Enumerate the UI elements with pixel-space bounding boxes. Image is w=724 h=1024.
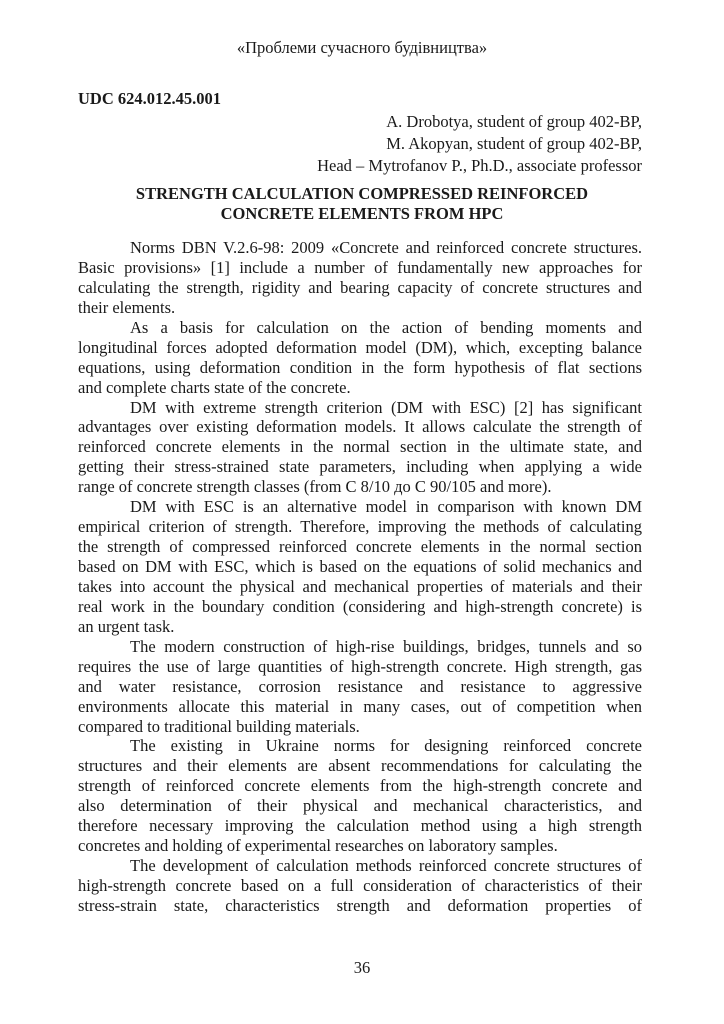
paragraph-line: The development of calculation methods reinforced concrete structures of (130, 856, 642, 876)
paragraph-line: environments allocate this material in many cases, out of competition when (78, 696, 642, 716)
paragraph-line: equations, using deformation condition in the form hypothesis of flat sections (78, 357, 642, 377)
paragraph-line: and complete charts state of the concrete. (78, 377, 351, 397)
paragraph-line: getting their stress-strained state parameters, including when applying a wide (78, 457, 642, 477)
paragraph-line: reinforced concrete elements in the normal section in the ultimate state, and (78, 437, 642, 457)
paragraph-line: advantages over existing deformation models. It allows calculate the strength of (78, 417, 642, 437)
paragraph-line: takes into account the physical and mechanical properties of materials and their (78, 576, 642, 596)
paragraph-line: their elements. (78, 297, 176, 317)
paragraph (78, 238, 642, 318)
paragraph-line: and water resistance, corrosion resistance and resistance to aggressive (78, 676, 642, 696)
paragraph-line: high-strength concrete based on a full consideration of characteristics of their (78, 876, 642, 895)
paragraph-line: structures and their elements are absent recommendations for calculating the (78, 756, 642, 776)
paragraph (78, 398, 642, 498)
paragraph-line: also determination of their physical and mechanical characteristics, and (78, 796, 642, 816)
udc-code: UDC 624.012.45.001 (78, 89, 221, 108)
paragraph-line: range of concrete strength classes (from C 8/10 до C 90/105 and more). (78, 477, 552, 497)
paragraph-line: longitudinal forces adopted deformation model (DM), which, excepting balance (78, 337, 642, 357)
paragraph-line: the strength of compressed reinforced concrete elements in the normal section (78, 537, 642, 557)
paragraph-line: based on DM with ESC, which is based on the equations of solid mechanics and (78, 557, 642, 576)
article-body (78, 238, 642, 916)
title-line: CONCRETE ELEMENTS FROM HPC (220, 204, 504, 223)
paragraph (78, 856, 642, 916)
paragraph-line: concretes and holding of experimental researches on laboratory samples. (78, 836, 558, 856)
paragraph-line: The modern construction of high-rise buildings, bridges, tunnels and so (130, 636, 642, 656)
paragraph (78, 637, 642, 737)
paragraph-line: real work in the boundary condition (considering and high-strength concrete) is (78, 596, 642, 616)
paragraph-line: an urgent task. (78, 616, 175, 636)
paragraph-line: compared to traditional building materials. (78, 716, 360, 736)
paragraph-line: strength of reinforced concrete elements from the high-strength concrete and (78, 776, 642, 796)
paragraph-line: stress-strain state, characteristics strength and deformation properties of (78, 895, 642, 915)
paragraph-line: therefore necessary improving the calculation method using a high strength (78, 816, 642, 836)
running-header: «Проблеми сучасного будівництва» (236, 38, 488, 57)
paragraph-line: Basic provisions» [1] include a number of fundamentally new approaches for (78, 257, 642, 277)
paragraph-line: requires the use of large quantities of high-strength concrete. High strength, gas (78, 656, 642, 676)
paragraph-line: DM with extreme strength criterion (DM with ESC) [2] has significant (130, 397, 642, 417)
paragraph-line: calculating the strength, rigidity and bearing capacity of concrete structures and (78, 277, 642, 297)
paragraph (78, 736, 642, 856)
author-line: M. Akopyan, student of group 402-BP, (386, 134, 642, 153)
article-title (0, 184, 724, 224)
paragraph-line: As a basis for calculation on the action of bending moments and (130, 317, 642, 337)
paragraph (78, 318, 642, 398)
paragraph-line: Norms DBN V.2.6-98: 2009 «Concrete and reinforced concrete structures. (130, 238, 642, 257)
paragraph-line: The existing in Ukraine norms for designing reinforced concrete (130, 736, 642, 756)
author-line: A. Drobotya, student of group 402-BP, (386, 112, 642, 131)
paragraph (78, 497, 642, 637)
authors-block (317, 111, 642, 177)
paragraph-line: empirical criterion of strength. Therefore, improving the methods of calculating (78, 517, 642, 537)
supervisor-line: Head – Mytrofanov P., Ph.D., associate professor (317, 156, 642, 175)
title-line: STRENGTH CALCULATION COMPRESSED REINFORCED (135, 184, 589, 203)
page-number: 36 (353, 958, 371, 977)
paragraph-line: DM with ESC is an alternative model in comparison with known DM (130, 497, 642, 517)
